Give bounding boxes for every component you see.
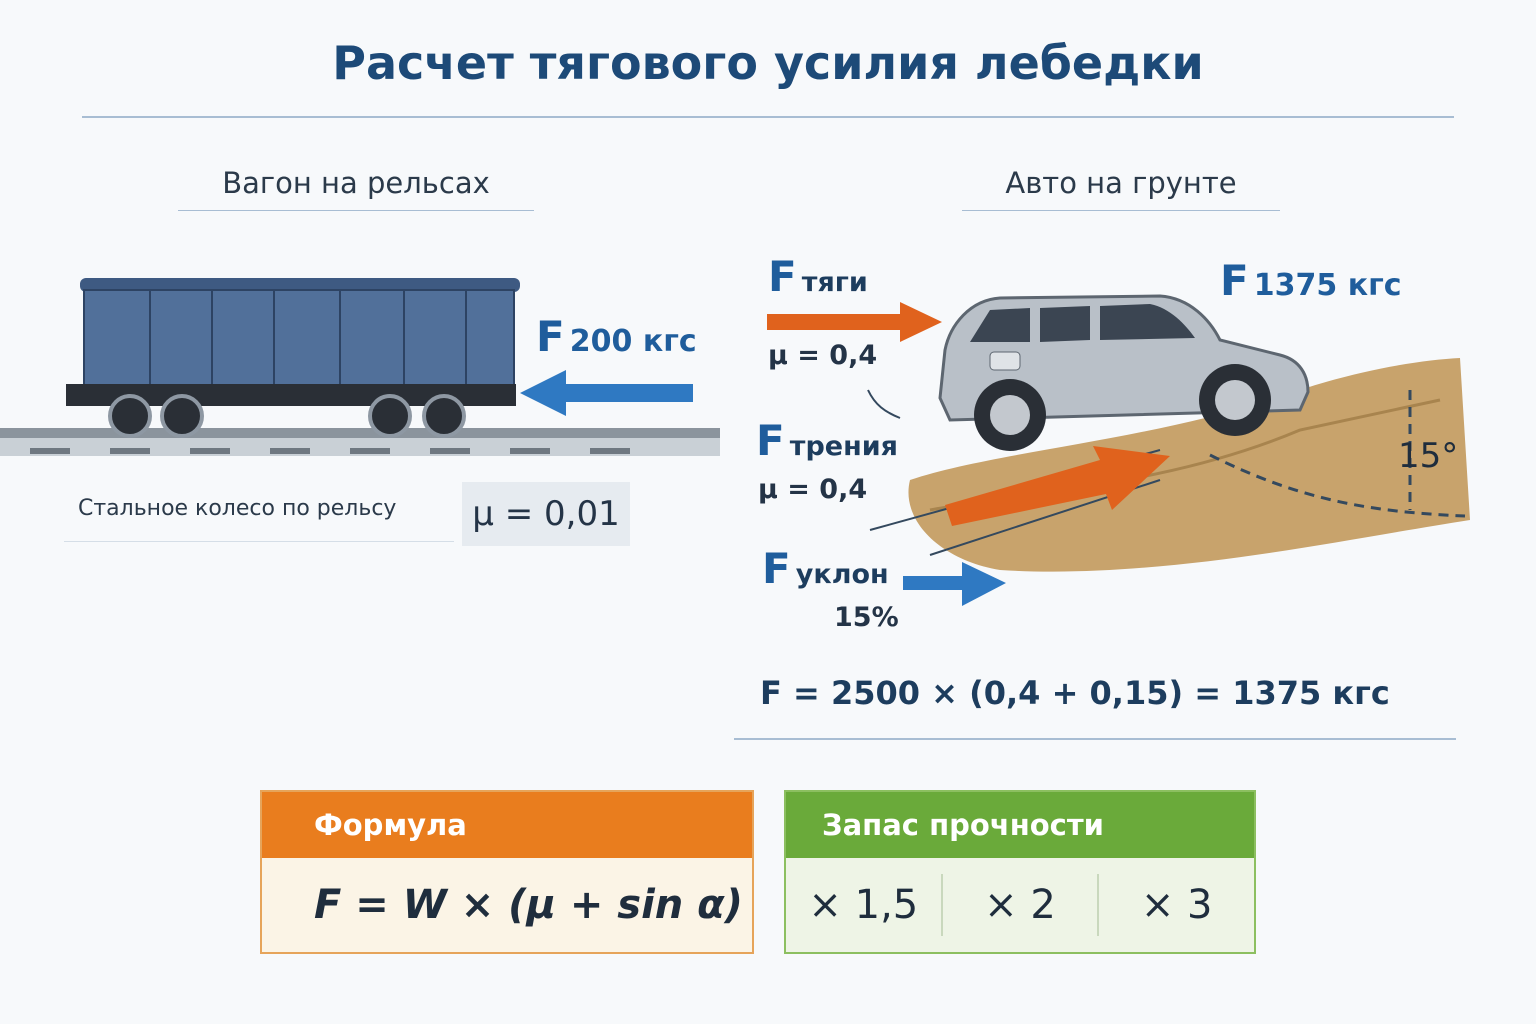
rail-mu-value: μ = 0,01 [462,482,630,546]
surface-label: Стальное колесо по рельсу [78,496,397,521]
friction-symbol: F [756,416,785,465]
formula-text: F = W × (μ + sin α) [314,882,743,928]
left-section-title: Вагон на рельсах [222,166,490,200]
slope-angle: 15° [1398,436,1459,476]
page-title: Расчет тягового усилия лебедки [332,36,1204,90]
result-value: 1375 кгс [1253,268,1402,303]
left-title-underline [178,210,534,211]
traction-symbol: F [768,252,797,301]
title-divider [82,116,1454,118]
safety-card-heading: Запас прочности [786,792,1254,858]
left-force-label [536,312,697,361]
blue-arrow-icon [520,370,693,416]
friction-mu: μ = 0,4 [758,474,868,505]
result-equation: F = 2500 × (0,4 + 0,15) = 1375 кгс [760,674,1390,712]
slope-force-label [762,544,889,593]
formula-card [260,790,754,954]
safety-factor-card [784,790,1256,954]
traction-mu: μ = 0,4 [768,340,878,371]
surface-underline [64,541,454,542]
slope-sub: уклон [795,559,889,590]
right-section-title: Авто на грунте [1005,166,1237,200]
result-symbol: F [1220,256,1249,305]
right-title-underline [962,210,1280,211]
traction-sub: тяги [801,267,868,298]
rail-wagon-illustration [0,260,720,480]
left-force-symbol: F [536,312,565,361]
formula-card-heading: Формула [262,792,752,858]
suv-car [940,296,1308,451]
pointer-curve [868,390,900,418]
traction-force-label [768,252,868,301]
rail [0,428,720,438]
slope-symbol: F [762,544,791,593]
friction-sub: трения [789,431,898,462]
traction-arrow-icon [767,302,942,342]
friction-force-label [756,416,898,465]
result-force-label [1220,256,1402,305]
safety-factor-1: × 1,5 [808,882,919,928]
equation-underline [734,738,1456,740]
slope-percent: 15% [834,602,899,633]
safety-factor-3: × 3 [1140,882,1213,928]
left-force-value: 200 кгс [569,324,697,359]
safety-factor-2: × 2 [984,882,1056,928]
slope-arrow-icon [903,562,1006,606]
